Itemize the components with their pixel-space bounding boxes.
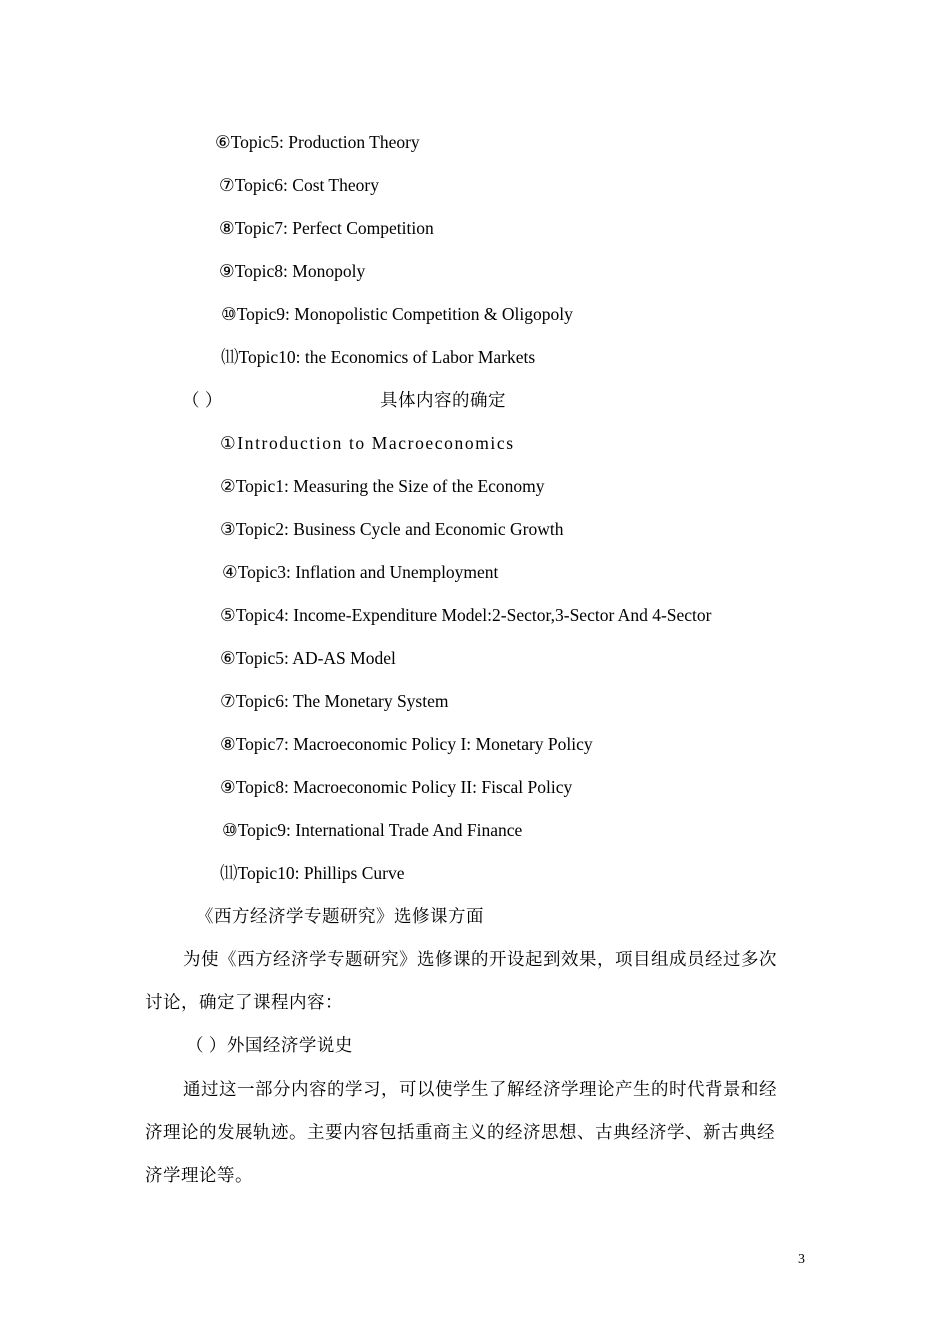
macro-topic-intro: ①Introduction to Macroeconomics [220, 433, 515, 453]
elective-paragraph-line-2: 讨论，确定了课程内容： [145, 992, 343, 1012]
history-paragraph-line-2: 济理论的发展轨迹。主要内容包括重商主义的经济思想、古典经济学、新古典经 [145, 1122, 775, 1142]
macro-section-heading: 具体内容的确定 [380, 390, 506, 410]
macro-topic-8: ⑨Topic8: Macroeconomic Policy II: Fiscal Policy [220, 777, 573, 797]
macro-topic-4: ⑤Topic4: Income-Expenditure Model:2-Sector,3-Sector And 4-Sector [220, 605, 712, 625]
macro-topic-2: ③Topic2: Business Cycle and Economic Growth [220, 519, 564, 539]
micro-topic-9: ⑩Topic9: Monopolistic Competition & Oligopoly [221, 304, 573, 324]
macro-topic-10: ⑾Topic10: Phillips Curve [220, 863, 405, 883]
history-paragraph-line-3: 济学理论等。 [145, 1165, 253, 1185]
micro-topic-5: ⑥Topic5: Production Theory [215, 132, 420, 152]
history-paragraph-line-1: 通过这一部分内容的学习，可以使学生了解经济学理论产生的时代背景和经 [183, 1079, 777, 1099]
history-heading: （ ）外国经济学说史 [186, 1035, 353, 1055]
micro-topic-8: ⑨Topic8: Monopoly [219, 261, 366, 281]
elective-paragraph-line-1: 为使《西方经济学专题研究》选修课的开设起到效果，项目组成员经过多次 [183, 949, 777, 969]
micro-topic-10: ⑾Topic10: the Economics of Labor Markets [221, 347, 536, 367]
macro-section-paren: （ ） [182, 390, 223, 410]
macro-topic-5: ⑥Topic5: AD-AS Model [220, 648, 396, 668]
macro-topic-3: ④Topic3: Inflation and Unemployment [222, 562, 499, 582]
micro-topic-6: ⑦Topic6: Cost Theory [219, 175, 379, 195]
elective-heading: 《西方经济学专题研究》选修课方面 [196, 906, 484, 926]
micro-topic-7: ⑧Topic7: Perfect Competition [219, 218, 434, 238]
page-number: 3 [798, 1252, 805, 1267]
macro-topic-9: ⑩Topic9: International Trade And Finance [222, 820, 523, 840]
macro-topic-6: ⑦Topic6: The Monetary System [220, 691, 449, 711]
macro-topic-7: ⑧Topic7: Macroeconomic Policy I: Monetary Policy [220, 734, 593, 754]
macro-topic-1: ②Topic1: Measuring the Size of the Economy [220, 476, 545, 496]
